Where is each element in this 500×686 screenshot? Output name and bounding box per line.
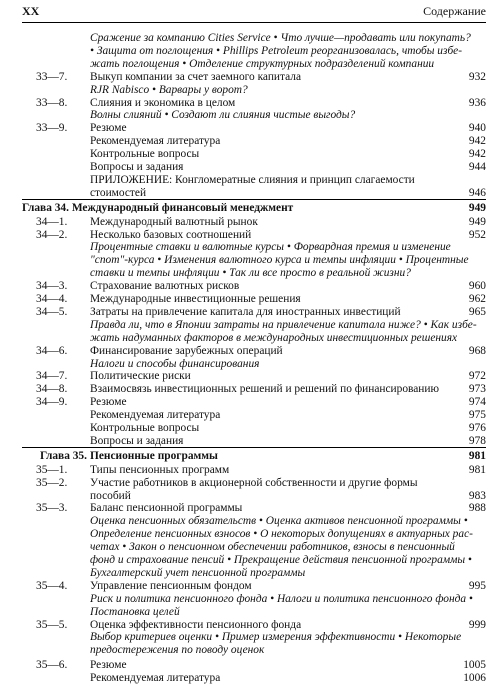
- section-number: 34—9.: [36, 396, 68, 409]
- page-number: 1006: [463, 672, 486, 685]
- page-number: 949: [468, 201, 486, 214]
- section-number: 35—6.: [36, 659, 68, 672]
- page-number: 940: [468, 122, 486, 135]
- section-number: 35—4.: [36, 579, 68, 592]
- running-header: [22, 3, 486, 20]
- section-number: 34—1.: [36, 215, 68, 228]
- subtopics-text: Риск и политика пенсионного фонда • Налоги и политика пенсионного фонда •: [90, 592, 473, 605]
- page-number: 932: [468, 70, 486, 83]
- subtopics-text: Волны слияний • Создают ли слияния чистые выгоды?: [90, 109, 356, 122]
- subtopics-text: Бухгалтерский учет пенсионной программы: [90, 566, 306, 579]
- subtopics-text: Выбор критериев оценки • Пример измерения эффективности • Некоторые: [90, 631, 462, 644]
- entry-title: Политические риски: [90, 370, 191, 383]
- page-number: 983: [468, 489, 486, 502]
- entry-title: ПРИЛОЖЕНИЕ: Конгломератные слияния и принцип слагаемости: [90, 173, 415, 186]
- page-number: 949: [468, 215, 486, 228]
- page-number: 976: [468, 422, 486, 434]
- subtopics-text: RJR Nabisco • Варвары у ворот?: [90, 83, 248, 96]
- subtopics-line: [0, 643, 500, 658]
- entry-title: Типы пенсионных программ: [90, 463, 230, 476]
- entry-title: Управление пенсионным фондом: [90, 579, 252, 592]
- subtopics-text: "спот"-курса • Изменения валютного курса и темпы инфляции • Процентные: [90, 254, 469, 267]
- page-number-roman: XX: [22, 4, 40, 18]
- page-number: 999: [468, 618, 486, 631]
- page-number: 965: [468, 305, 486, 318]
- page-number: 968: [468, 344, 486, 357]
- entry-title: Финансирование зарубежных операций: [90, 344, 283, 357]
- entry-title: Контрольные вопросы: [90, 148, 200, 161]
- entry-title: Баланс пенсионной программы: [90, 502, 243, 515]
- page-number: 981: [468, 449, 486, 462]
- chapter-divider: [22, 447, 486, 448]
- running-title: Содержание: [423, 4, 486, 18]
- subtopics-text: Налоги и способы финансирования: [90, 357, 260, 370]
- subtopics-text: предостережения по поводу оценок: [90, 644, 265, 657]
- entry-title: Международный валютный рынок: [90, 215, 258, 228]
- section-number: Глава 35.: [40, 449, 87, 462]
- entry-title: Несколько базовых соотношений: [90, 228, 252, 241]
- entry-title: Страхование валютных рисков: [90, 280, 240, 293]
- toc-entry: [0, 671, 500, 686]
- section-number: 34—4.: [36, 293, 68, 305]
- entry-title: Рекомендуемая литература: [90, 672, 221, 685]
- subtopics-text: четах • Закон о пенсионном обеспечении работников, взносы в пенсионный: [90, 541, 455, 554]
- page-number: 988: [468, 502, 486, 515]
- section-number: 35—2.: [36, 476, 68, 489]
- entry-title: Участие работников в акционерной собственности и другие формы: [90, 476, 418, 489]
- entry-title: Рекомендуемая литература: [90, 409, 221, 422]
- page-number: 981: [468, 463, 486, 476]
- page-number: 962: [468, 293, 486, 305]
- section-number: 34—5.: [36, 305, 68, 318]
- entry-title: Вопросы и задания: [90, 161, 184, 173]
- page-number: 978: [468, 434, 486, 447]
- chapter-divider: [22, 199, 486, 200]
- page-number: 952: [468, 228, 486, 241]
- section-number: 35—5.: [36, 618, 68, 631]
- page-number: 974: [468, 396, 486, 409]
- entry-title: пособий: [90, 489, 131, 502]
- entry-title: Вопросы и задания: [90, 434, 184, 447]
- page-number: 995: [468, 579, 486, 592]
- page-number: 973: [468, 383, 486, 396]
- subtopics-text: Оценка пенсионных обязательств • Оценка активов пенсионной программы •: [90, 515, 468, 528]
- subtopics-text: Сражение за компанию Cities Service • Что лучше—продавать или покупать?: [90, 32, 471, 44]
- subtopics-text: Постановка целей: [90, 605, 180, 618]
- subtopics-text: • Защита от поглощения • Phillips Petroleum реорганизовалась, чтобы избе-: [90, 44, 463, 57]
- chapter-entry: [0, 449, 500, 464]
- section-number: 35—1.: [36, 463, 68, 476]
- entry-title: Международные инвестиционные решения: [90, 293, 301, 305]
- entry-title: Слияния и экономика в целом: [90, 96, 236, 109]
- section-number: 34—2.: [36, 228, 68, 241]
- page-number: 972: [468, 370, 486, 383]
- page-number: 936: [468, 96, 486, 109]
- subtopics-text: Процентные ставки и валютные курсы • Форвардная премия и изменение: [90, 241, 451, 254]
- subtopics-text: фонд и страхование пенсий • Прекращение действия пенсионной программы •: [90, 554, 472, 566]
- page-number: 942: [468, 135, 486, 148]
- section-number: 34—7.: [36, 370, 68, 383]
- entry-title: Резюме: [90, 659, 127, 672]
- page-number: 944: [468, 161, 486, 173]
- page-number: 942: [468, 148, 486, 161]
- page-number: 975: [468, 409, 486, 422]
- header-rule: [22, 22, 486, 23]
- page-number: 1005: [463, 659, 486, 672]
- entry-title: Контрольные вопросы: [90, 422, 200, 434]
- toc-entry: [0, 201, 500, 216]
- entry-title: Оценка эффективности пенсионного фонда: [90, 618, 302, 631]
- entry-title: Резюме: [90, 396, 127, 409]
- section-number: 35—3.: [36, 502, 68, 515]
- section-number: 34—8.: [36, 383, 68, 396]
- entry-title: Взаимосвязь инвестиционных решений и решений по финансированию: [90, 383, 440, 396]
- section-number: 34—3.: [36, 280, 68, 293]
- entry-title: Резюме: [90, 122, 127, 135]
- subtopics-text: жать надуманных факторов в международных инвестиционных решениях: [90, 331, 458, 344]
- section-number: 33—7.: [36, 70, 68, 83]
- subtopics-text: жать поглощения • Отделение структурных подразделений компании: [90, 57, 435, 70]
- page-number: 960: [468, 280, 486, 293]
- entry-title: Затраты на привлечение капитала для иностранных инвестиций: [90, 305, 401, 318]
- subtopics-text: ставки и темпы инфляции • Так ли все просто в реальной жизни?: [90, 267, 411, 280]
- section-number: 33—9.: [36, 122, 68, 135]
- entry-title: Выкуп компании за счет заемного капитала: [90, 70, 302, 83]
- page-number: 946: [468, 186, 486, 199]
- subtopics-text: Определение пенсионных взносов • О некоторых допущениях в актуарных рас-: [90, 528, 473, 541]
- entry-title: Рекомендуемая литература: [90, 135, 221, 148]
- section-number: 34—6.: [36, 344, 68, 357]
- subtopics-text: Правда ли, что в Японии затраты на привлечение капитала ниже? • Как избе-: [90, 318, 477, 331]
- entry-title: Глава 34. Международный финансовый менеджмент: [22, 201, 294, 214]
- entry-title: стоимостей: [90, 186, 147, 199]
- entry-title: Пенсионные программы: [90, 449, 218, 462]
- section-number: 33—8.: [36, 96, 68, 109]
